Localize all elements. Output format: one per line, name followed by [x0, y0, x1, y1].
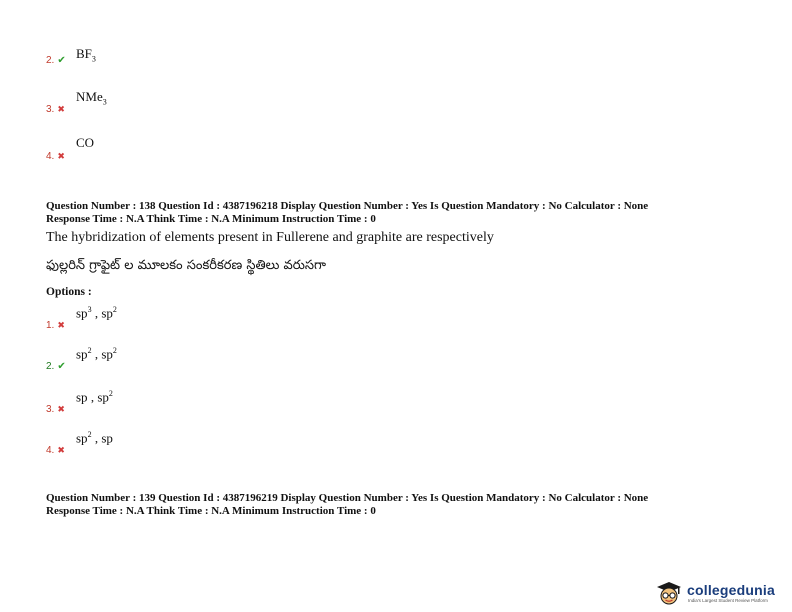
option-number: 4.	[46, 151, 55, 162]
option-2	[46, 356, 66, 374]
option-3	[46, 399, 65, 417]
option-1-text: $sp^3$ , $sp^2$	[76, 305, 117, 321]
question-138-meta	[46, 200, 766, 226]
option-number: 2.	[46, 361, 55, 372]
prev-option-2	[46, 50, 66, 68]
question-meta-line1: Question Number : 138 Question Id : 4387196218 Display Question Number : Yes Is Question Mandatory : No Calculator : None	[46, 200, 649, 212]
option-number: 1.	[46, 320, 55, 331]
option-number: 3.	[46, 404, 55, 415]
option-number: 2.	[46, 55, 55, 66]
graduate-mascot-icon	[654, 580, 684, 606]
cross-icon: ✖	[57, 445, 65, 455]
prev-option-2-text: $BF_3$	[76, 46, 96, 64]
option-number: 3.	[46, 104, 55, 115]
question-meta-line1: Question Number : 139 Question Id : 4387196219 Display Question Number : Yes Is Question Mandatory : No Calculator : None	[46, 492, 649, 504]
logo-tagline: India's Largest Student Review Platform	[688, 598, 768, 603]
question-text-telugu: ఫుల్లరిన్ గ్రాఫైట్ ల మూలకం సంకరీకరణ స్థితిలు వరుసగా	[46, 258, 327, 273]
cross-icon: ✖	[57, 320, 65, 330]
check-icon: ✔	[57, 55, 66, 66]
collegedunia-logo	[654, 580, 790, 608]
option-1	[46, 315, 65, 333]
cross-icon: ✖	[57, 404, 65, 414]
prev-option-4	[46, 146, 65, 164]
option-4-text: $sp^2$ , sp	[76, 430, 113, 446]
option-number: 4.	[46, 445, 55, 456]
prev-option-3-text: NMe$_3$	[76, 89, 107, 107]
prev-option-3	[46, 99, 65, 117]
option-2-text: $sp^2$ , $sp^2$	[76, 346, 117, 362]
option-3-text: sp , $sp^2$	[76, 389, 113, 405]
logo-wordmark: collegedunia	[687, 582, 775, 598]
question-meta-line2: Response Time : N.A Think Time : N.A Minimum Instruction Time : 0	[46, 505, 376, 517]
options-label: Options :	[46, 286, 92, 298]
question-139-meta	[46, 492, 766, 518]
cross-icon: ✖	[57, 104, 65, 114]
option-4	[46, 440, 65, 458]
question-text-english: The hybridization of elements present in Fullerene and graphite are respectively	[46, 230, 494, 245]
check-icon: ✔	[57, 361, 66, 372]
cross-icon: ✖	[57, 151, 65, 161]
question-meta-line2: Response Time : N.A Think Time : N.A Minimum Instruction Time : 0	[46, 213, 376, 225]
prev-option-4-text: CO	[76, 135, 95, 150]
